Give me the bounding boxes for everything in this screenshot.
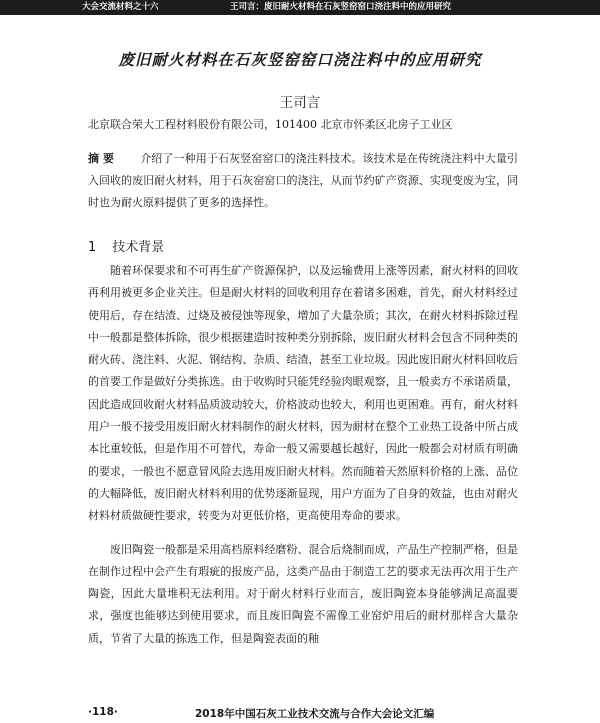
section-number: 1 [88, 240, 97, 255]
page-footer [0, 704, 600, 723]
abstract [88, 148, 518, 214]
section-heading [88, 236, 164, 255]
body-text [88, 260, 518, 661]
running-header-left: 大会交流材料之十六 [82, 2, 159, 12]
paragraph: 废旧陶瓷一般都是采用高档原料经磨粉、混合后烧制而成，产品生产控制严格，但是在制作过程中会产生有瑕疵的报废产品，这类产品由于制造工艺的要求无法再次用于生产陶瓷，因此大量堆积无法利用。对于耐火材料行业而言，废旧陶瓷本身能够满足高温要求，强度也能够达到使用要求，而且废旧陶瓷不需像工业窑炉用后的耐材那样含大量杂质，节省了大量的拣选工作，但是陶瓷表面的釉 [88, 542, 518, 645]
abstract-label: 摘 要 [88, 152, 115, 165]
running-header [0, 0, 600, 15]
paragraph: 随着环保要求和不可再生矿产资源保护，以及运输费用上涨等因素，耐火材料的回收再利用被更多企业关注。但是耐火材料的回收利用存在着诸多困难，首先，耐火材料经过使用后，存在结渣、过烧及被侵蚀等现象，增加了大量杂质；其次，在耐火材料拆除过程中一般都是整体拆除，很少根据建造时按种类分别拆除，废旧耐火材料会包含不同种类的耐火砖、浇注料、火泥、钢结构、杂质、结渣，甚至工业垃圾。因此废旧耐火材料回收后的首要工作是做好分类拣选。由于收购时只能凭经验肉眼观察，且一般卖方不承诺质量，因此造成回收耐火材料品质波动较大，价格波动也较大，利用也更困难。再有，耐火材料用户一般不接受用废旧耐火材料制作的耐火材料，因为耐材在整个工业热工设备中所占成本比重较低，但是作用不可替代，寿命一般又需要越长越好，因此一般都会对材质有明确的要求，一般也不愿意冒风险去选用废旧耐火材料。然而随着天然原料价格的上涨、品位的大幅降低，废旧耐火材料利用的优势逐渐显现，用户方面为了自身的效益，也由对耐火材料材质做硬性要求，转变为对更低价格，更高使用寿命的要求。 [88, 264, 518, 523]
author-affiliation: 北京联合荣大工程材料股份有限公司，101400 北京市怀柔区北房子工业区 [88, 118, 453, 131]
section-title: 技术背景 [112, 240, 165, 255]
page-number: ·118· [88, 706, 118, 718]
running-header-right: 王司言：废旧耐火材料在石灰竖窑窑口浇注料中的应用研究 [230, 2, 452, 12]
paper-title: 废旧耐火材料在石灰竖窑窑口浇注料中的应用研究 [118, 51, 482, 69]
abstract-text: 介绍了一种用于石灰竖窑窑口的浇注料技术。该技术是在传统浇注料中大量引入回收的废旧耐火材料，用于石灰窑窑口的浇注，从而节约矿产资源、实现变废为宝，同时也为耐火原料提供了更多的选择性。 [88, 152, 518, 209]
author-name: 王司言 [279, 95, 321, 111]
conference-name: 2018年中国石灰工业技术交流与合作大会论文汇编 [195, 708, 435, 720]
